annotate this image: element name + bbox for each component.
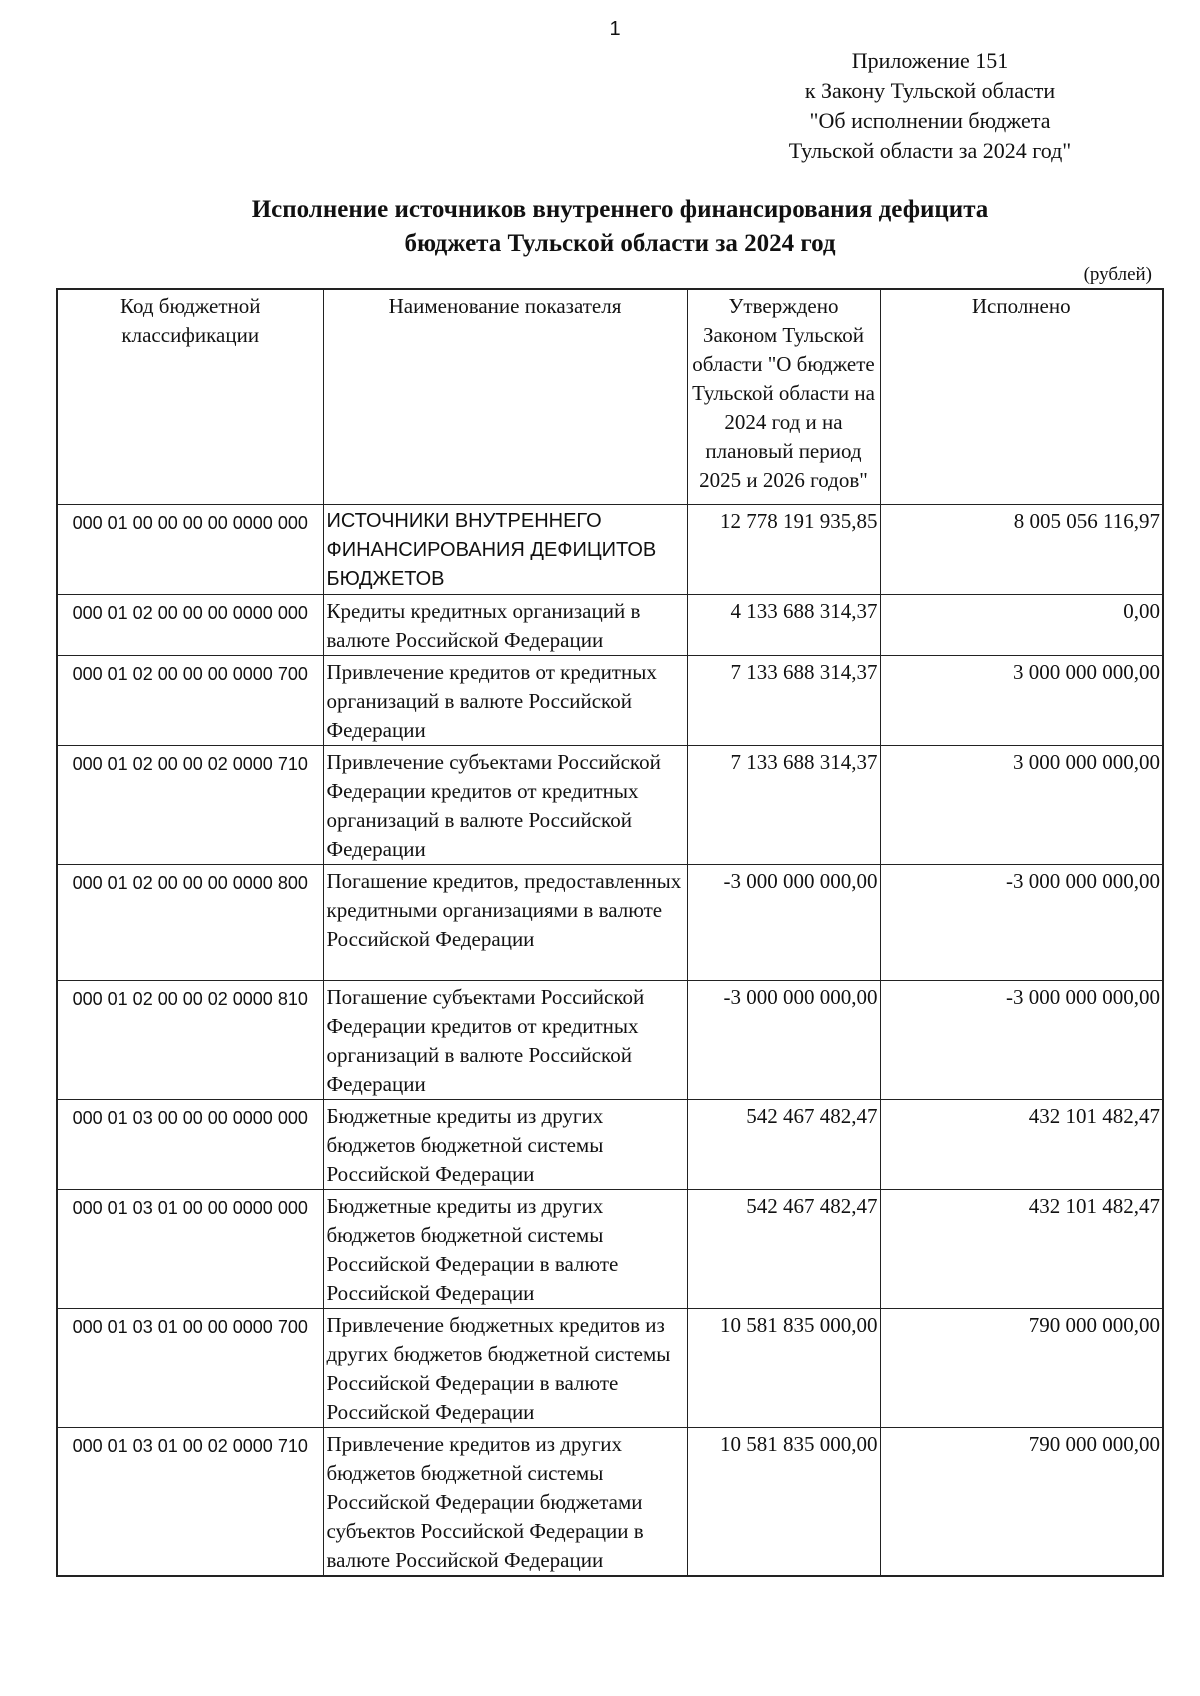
financing-sources-table xyxy=(56,288,1164,1577)
table-row xyxy=(57,1309,1163,1428)
row-name: Погашение кредитов, предоставленных кредитными организациями в валюте Российской Федерации xyxy=(323,865,687,981)
row-executed: -3 000 000 000,00 xyxy=(880,981,1163,1100)
table-header-row xyxy=(57,289,1163,505)
row-name: Погашение субъектами Российской Федерации кредитов от кредитных организаций в валюте Российской Федерации xyxy=(323,981,687,1100)
page-number: 1 xyxy=(609,18,621,40)
units-label: (рублей) xyxy=(1083,264,1152,285)
row-code: 000 01 00 00 00 00 0000 000 xyxy=(57,505,323,595)
row-code: 000 01 03 00 00 00 0000 000 xyxy=(57,1100,323,1190)
table-row xyxy=(57,595,1163,656)
row-executed: 8 005 056 116,97 xyxy=(880,505,1163,595)
title-line: Исполнение источников внутреннего финансирования дефицита xyxy=(251,196,989,223)
row-name: ИСТОЧНИКИ ВНУТРЕННЕГО ФИНАНСИРОВАНИЯ ДЕФИЦИТОВ БЮДЖЕТОВ xyxy=(323,505,687,595)
row-approved: 10 581 835 000,00 xyxy=(687,1309,880,1428)
header-name: Наименование показателя xyxy=(323,289,687,505)
row-executed: 432 101 482,47 xyxy=(880,1190,1163,1309)
table-row xyxy=(57,746,1163,865)
row-name: Бюджетные кредиты из других бюджетов бюджетной системы Российской Федерации xyxy=(323,1100,687,1190)
header-approved: Утверждено Законом Тульской области "О бюджете Тульской области на 2024 год и на плановый период 2025 и 2026 годов" xyxy=(687,289,880,505)
table-row xyxy=(57,981,1163,1100)
appendix-line: "Об исполнении бюджета xyxy=(809,108,1051,133)
row-code: 000 01 02 00 00 02 0000 710 xyxy=(57,746,323,865)
row-code: 000 01 02 00 00 00 0000 700 xyxy=(57,656,323,746)
header-code: Код бюджетной классификации xyxy=(57,289,323,505)
row-approved: -3 000 000 000,00 xyxy=(687,981,880,1100)
table-row xyxy=(57,1100,1163,1190)
table-row xyxy=(57,1428,1163,1577)
table-row xyxy=(57,656,1163,746)
appendix-line: Тульской области за 2024 год" xyxy=(788,138,1072,163)
table-row xyxy=(57,505,1163,595)
row-name: Привлечение субъектами Российской Федерации кредитов от кредитных организаций в валюте Российской Федерации xyxy=(323,746,687,865)
title-line: бюджета Тульской области за 2024 год xyxy=(404,230,836,257)
row-code: 000 01 02 00 00 02 0000 810 xyxy=(57,981,323,1100)
row-code: 000 01 03 01 00 00 0000 700 xyxy=(57,1309,323,1428)
document-title xyxy=(60,193,1180,261)
row-executed: 790 000 000,00 xyxy=(880,1309,1163,1428)
table-row xyxy=(57,865,1163,981)
row-code: 000 01 02 00 00 00 0000 800 xyxy=(57,865,323,981)
row-executed: 3 000 000 000,00 xyxy=(880,656,1163,746)
header-executed: Исполнено xyxy=(880,289,1163,505)
row-code: 000 01 03 01 00 02 0000 710 xyxy=(57,1428,323,1577)
row-code: 000 01 02 00 00 00 0000 000 xyxy=(57,595,323,656)
row-name: Кредиты кредитных организаций в валюте Российской Федерации xyxy=(323,595,687,656)
table-body xyxy=(57,505,1163,1577)
row-approved: 10 581 835 000,00 xyxy=(687,1428,880,1577)
row-approved: 7 133 688 314,37 xyxy=(687,746,880,865)
row-executed: -3 000 000 000,00 xyxy=(880,865,1163,981)
row-name: Привлечение бюджетных кредитов из других бюджетов бюджетной системы Российской Федерации в валюте Российской Федерации xyxy=(323,1309,687,1428)
row-approved: 542 467 482,47 xyxy=(687,1100,880,1190)
row-approved: 7 133 688 314,37 xyxy=(687,656,880,746)
row-approved: 12 778 191 935,85 xyxy=(687,505,880,595)
row-name: Привлечение кредитов от кредитных организаций в валюте Российской Федерации xyxy=(323,656,687,746)
row-executed: 432 101 482,47 xyxy=(880,1100,1163,1190)
row-executed: 0,00 xyxy=(880,595,1163,656)
row-executed: 3 000 000 000,00 xyxy=(880,746,1163,865)
row-approved: 4 133 688 314,37 xyxy=(687,595,880,656)
row-approved: 542 467 482,47 xyxy=(687,1190,880,1309)
row-name: Бюджетные кредиты из других бюджетов бюджетной системы Российской Федерации в валюте Российской Федерации xyxy=(323,1190,687,1309)
row-code: 000 01 03 01 00 00 0000 000 xyxy=(57,1190,323,1309)
row-approved: -3 000 000 000,00 xyxy=(687,865,880,981)
row-executed: 790 000 000,00 xyxy=(880,1428,1163,1577)
table-row xyxy=(57,1190,1163,1309)
appendix-note xyxy=(770,46,1090,166)
appendix-line: Приложение 151 xyxy=(851,48,1009,73)
row-name: Привлечение кредитов из других бюджетов бюджетной системы Российской Федерации бюджетами субъектов Российской Федерации в валюте Российской Федерации xyxy=(323,1428,687,1577)
appendix-line: к Закону Тульской области xyxy=(804,78,1056,103)
